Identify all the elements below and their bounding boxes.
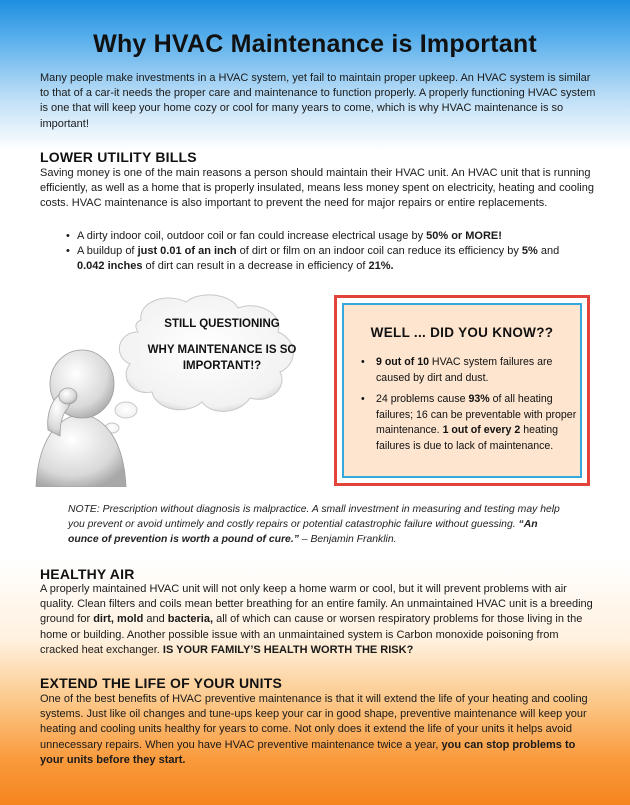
did-you-know-item-2: • 24 problems cause 93% of all heating failures; 16 can be preventable with proper maintenance. 1 out of every 2 heating failures is due to lack of maintenance. bbox=[358, 392, 578, 454]
utility-paragraph: Saving money is one of the main reasons a person should maintain their HVAC unit. An HVAC unit that is running efficiently, as well as a home that is properly insulated, means less money spent on electricity, heating and cooling costs. HVAC maintenance is also important to prevent the need for major repairs or entire replacements. bbox=[40, 167, 594, 210]
person-figure bbox=[36, 350, 126, 487]
section-heading-utility: LOWER UTILITY BILLS bbox=[40, 149, 197, 165]
utility-bullet-1: • A dirty indoor coil, outdoor coil or fan could increase electrical usage by 50% or MORE! bbox=[66, 229, 586, 244]
did-you-know-item-1: • 9 out of 10 HVAC system failures are caused by dirt and dust. bbox=[358, 355, 578, 386]
page-title: Why HVAC Maintenance is Important bbox=[93, 30, 537, 58]
intro-paragraph: Many people make investments in a HVAC system, yet fail to maintain proper upkeep. An HVAC system is similar to that of a car-it needs the proper care and maintenance to function properly. A properly functioning HVAC system is one that will keep your home cozy or cool for many years to come, which is why HVAC maintenance is so important! bbox=[40, 72, 596, 130]
extend-life-paragraph: One of the best benefits of HVAC preventive maintenance is that it will extend the life of your heating and cooling systems. Just like oil changes and tune-ups keep your car in good shape, preventive maintenance will keep your heating and cooling units healthy for years to come. Not only does it extend the life of your units it helps avoid unnecessary repairs. When you have HVAC preventive maintenance twice a year, you can stop problems to your units before they start. bbox=[40, 693, 588, 766]
franklin-quote: “An ounce of prevention is worth a pound of cure.” bbox=[68, 519, 538, 546]
section-heading-healthy-air: HEALTHY AIR bbox=[40, 566, 135, 582]
did-you-know-list bbox=[358, 355, 578, 461]
did-you-know-title: WELL ... DID YOU KNOW?? bbox=[370, 325, 554, 340]
did-you-know-box bbox=[334, 295, 590, 486]
healthy-air-paragraph: A properly maintained HVAC unit will not only keep a home warm or cool, but it will prevent problems with air quality. Clean filters and coils mean better breathing for an entire family. An unmaintained HVAC unit is a breeding ground for dirt, mold and bacteria, all of which can cause or worsen respiratory problems for those living in the home or building. Another possible issue with an unmaintained system is Carbon monoxide poisoning from cracked heat exchanger. IS YOUR FAMILY’S HEALTH WORTH THE RISK? bbox=[40, 583, 593, 656]
section-heading-extend-life: EXTEND THE LIFE OF YOUR UNITS bbox=[40, 675, 283, 691]
note-paragraph: NOTE: Prescription without diagnosis is malpractice. A small investment in measuring and testing may help you prevent or avoid untimely and costly repairs or potential catastrophic failure without guessing. “An ounce of prevention is worth a pound of cure.” – Benjamin Franklin. bbox=[68, 504, 560, 546]
utility-bullet-list bbox=[66, 229, 586, 275]
thought-bubble-text bbox=[142, 316, 302, 374]
bubble-line-1: STILL QUESTIONING bbox=[164, 318, 280, 330]
bubble-line-2: WHY MAINTENANCE IS SO IMPORTANT!? bbox=[147, 344, 297, 372]
utility-bullet-2: • A buildup of just 0.01 of an inch of dirt or film on an indoor coil can reduce its efficiency by 5% and 0.042 inches of dirt can result in a decrease in efficiency of 21%. bbox=[66, 244, 586, 274]
